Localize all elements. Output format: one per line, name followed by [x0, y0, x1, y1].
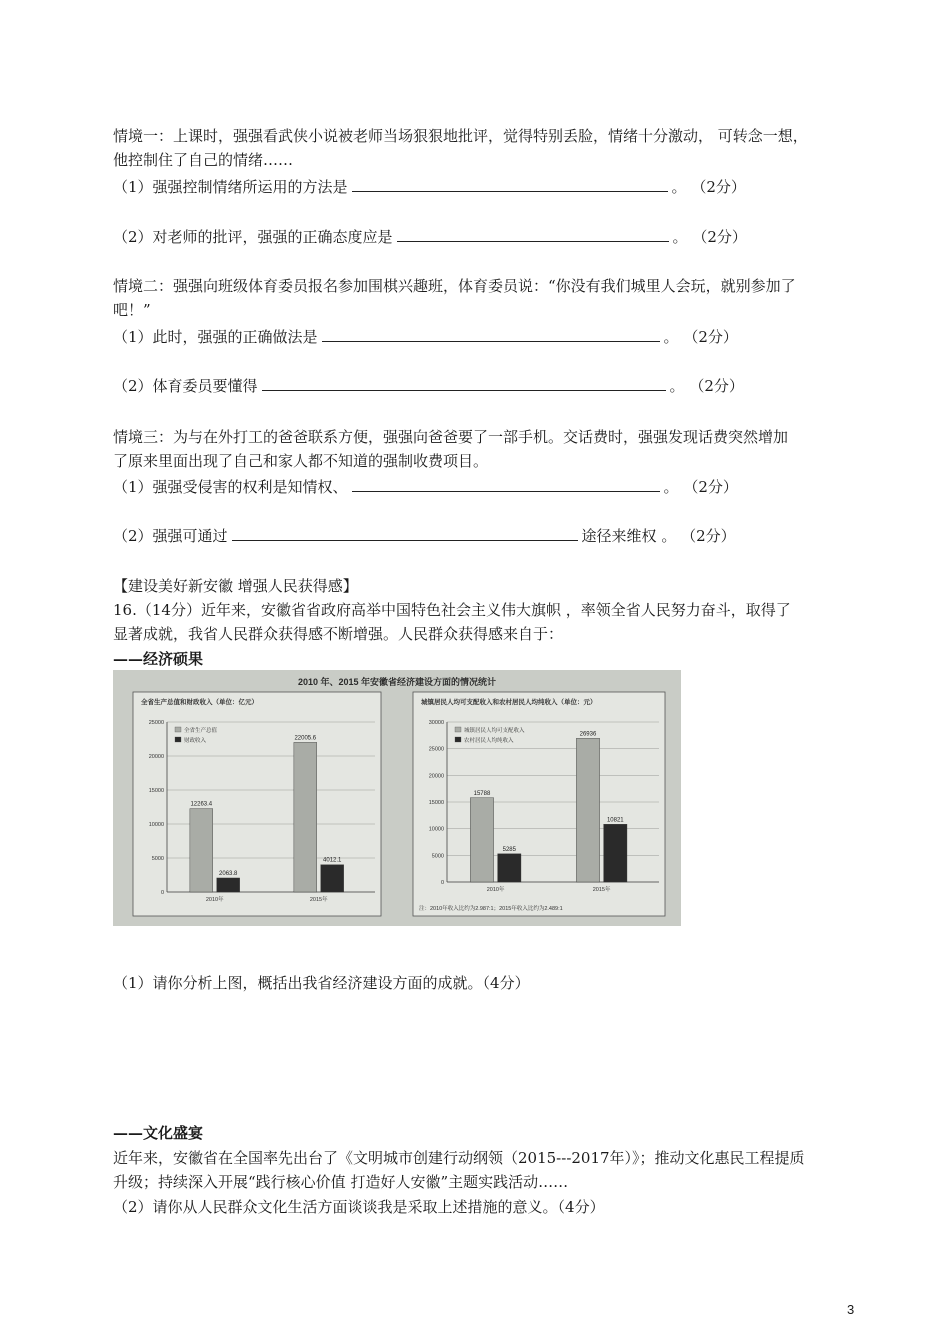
scenario-3-question-1 — [113, 476, 738, 498]
legend-swatch — [175, 737, 181, 742]
bar-value-label: 22005.6 — [294, 735, 317, 742]
answer-blank[interactable] — [397, 226, 669, 242]
scenario-2-intro-line1: 情境二：强强向班级体育委员报名参加围棋兴趣班，体育委员说：“你没有我们城里人会玩，就别参加了 — [113, 277, 796, 295]
bar-value-label: 4012.1 — [323, 857, 342, 864]
chart-panel-income — [413, 692, 665, 916]
chart-note: 注：2010年收入比约为2.987:1；2015年收入比约为2.489:1 — [419, 906, 563, 912]
question-score: 。 （2分） — [663, 478, 738, 496]
y-tick-label: 25000 — [428, 746, 444, 753]
chart-panel-gdp — [133, 692, 381, 916]
legend-swatch — [455, 727, 461, 732]
answer-blank[interactable] — [262, 375, 666, 391]
question-16-line2: 显著成就，我省人民群众获得感不断增强。人民群众获得感来自于： — [113, 625, 564, 643]
y-tick-label: 25000 — [148, 720, 164, 726]
answer-blank[interactable] — [322, 326, 660, 342]
scenario-3-intro-line1: 情境三：为与在外打工的爸爸联系方便，强强向爸爸要了一部手机。交话费时，强强发现话费突然增加 — [113, 428, 789, 446]
scenario-1-intro-line1: 情境一：上课时，强强看武侠小说被老师当场狠狠地批评，觉得特别丢脸，情绪十分激动， 可转念一想， — [113, 127, 808, 145]
bar — [498, 854, 521, 882]
bar-value-label: 26936 — [579, 731, 597, 738]
legend-label: 城镇居民人均可支配收入 — [464, 728, 525, 734]
scenario-2-intro-line2: 吧！” — [113, 301, 151, 319]
legend-label: 全省生产总值 — [184, 728, 218, 734]
bar — [604, 824, 627, 882]
y-tick-label: 10000 — [148, 822, 164, 828]
culture-text-line1: 近年来，安徽省在全国率先出台了《文明城市创建行动纲领（2015---2017年）》；推动文化惠民工程提质 — [113, 1149, 805, 1167]
x-category-label: 2010年 — [486, 887, 505, 893]
question-16-line1: 16.（14分）近年来，安徽省省政府高举中国特色社会主义伟大旗帜 ，率领全省人民努力奋斗，取得了 — [113, 601, 791, 619]
question-text: （1）此时，强强的正确做法是 — [113, 328, 318, 346]
question-score: 途径来维权 。 （2分） — [581, 527, 736, 545]
statistics-chart-svg — [113, 670, 681, 926]
question-score: 。 （2分） — [663, 328, 738, 346]
y-tick-label: 30000 — [428, 720, 444, 726]
question-text: （1）强强控制情绪所运用的方法是 — [113, 178, 348, 196]
bar — [470, 798, 493, 882]
y-tick-label: 15000 — [148, 788, 164, 794]
scenario-3-question-2 — [113, 525, 736, 547]
chart-panel-frame — [413, 692, 665, 916]
bar — [217, 878, 240, 892]
y-tick-label: 10000 — [428, 826, 444, 833]
question-text: （1）强强受侵害的权利是知情权、 — [113, 478, 348, 496]
statistics-figure — [113, 670, 681, 926]
bar-value-label: 12263.4 — [190, 801, 213, 808]
answer-blank[interactable] — [352, 176, 668, 192]
answer-blank[interactable] — [352, 476, 660, 492]
bar-value-label: 10821 — [606, 817, 624, 824]
bar — [576, 738, 599, 882]
economic-heading: ——经济硕果 — [113, 650, 204, 668]
legend-swatch — [175, 727, 181, 732]
question-score: 。 （2分） — [672, 228, 747, 246]
x-category-label: 2015年 — [309, 897, 328, 903]
scenario-1-intro-line2: 他控制住了自己的情绪…… — [113, 151, 294, 169]
x-category-label: 2010年 — [205, 897, 224, 903]
section-heading: 【建设美好新安徽 增强人民获得感】 — [113, 577, 358, 595]
bar — [294, 742, 317, 892]
x-category-label: 2015年 — [592, 887, 611, 893]
chart-panel-title: 城镇居民人均可支配收入和农村居民人均纯收入（单位：元） — [421, 699, 597, 706]
culture-text-line2: 升级；持续深入开展“践行核心价值 打造好人安徽”主题实践活动…… — [113, 1173, 569, 1191]
culture-heading: ——文化盛宴 — [113, 1124, 204, 1142]
legend-label: 财政收入 — [184, 738, 207, 744]
bar — [321, 865, 344, 892]
scenario-2-question-1 — [113, 326, 738, 348]
y-tick-label: 5000 — [151, 856, 164, 862]
question-text: （2）体育委员要懂得 — [113, 377, 258, 395]
question-text: （2）强强可通过 — [113, 527, 228, 545]
legend-swatch — [455, 737, 461, 742]
y-tick-label: 0 — [160, 890, 164, 896]
page-number: 3 — [847, 1302, 855, 1317]
question-score: 。 （2分） — [669, 377, 744, 395]
bar-value-label: 2063.8 — [219, 870, 238, 877]
scenario-3-intro-line2: 了原来里面出现了自己和家人都不知道的强制收费项目。 — [113, 452, 489, 470]
legend-label: 农村居民人均纯收入 — [464, 738, 514, 744]
chart-main-title: 2010 年、2015 年安徽省经济建设方面的情况统计 — [297, 677, 497, 687]
question-16-1: （1）请你分析上图，概括出我省经济建设方面的成就。（4分） — [113, 974, 530, 992]
scenario-1-question-2 — [113, 226, 747, 248]
bar — [190, 809, 213, 892]
chart-panel-title: 全省生产总值和财政收入（单位：亿元） — [141, 699, 258, 706]
y-tick-label: 0 — [440, 880, 444, 886]
scenario-2-question-2 — [113, 375, 744, 397]
question-16-2: （2）请你从人民群众文化生活方面谈谈我是采取上述措施的意义。（4分） — [113, 1198, 605, 1216]
answer-blank[interactable] — [232, 525, 578, 541]
y-tick-label: 5000 — [431, 853, 444, 860]
y-tick-label: 20000 — [148, 754, 164, 760]
scenario-1-question-1 — [113, 176, 746, 198]
y-tick-label: 15000 — [428, 800, 444, 806]
bar-value-label: 15788 — [473, 790, 491, 797]
question-text: （2）对老师的批评，强强的正确态度应是 — [113, 228, 393, 246]
bar-value-label: 5285 — [502, 846, 516, 853]
y-tick-label: 20000 — [428, 773, 444, 780]
question-score: 。 （2分） — [671, 178, 746, 196]
